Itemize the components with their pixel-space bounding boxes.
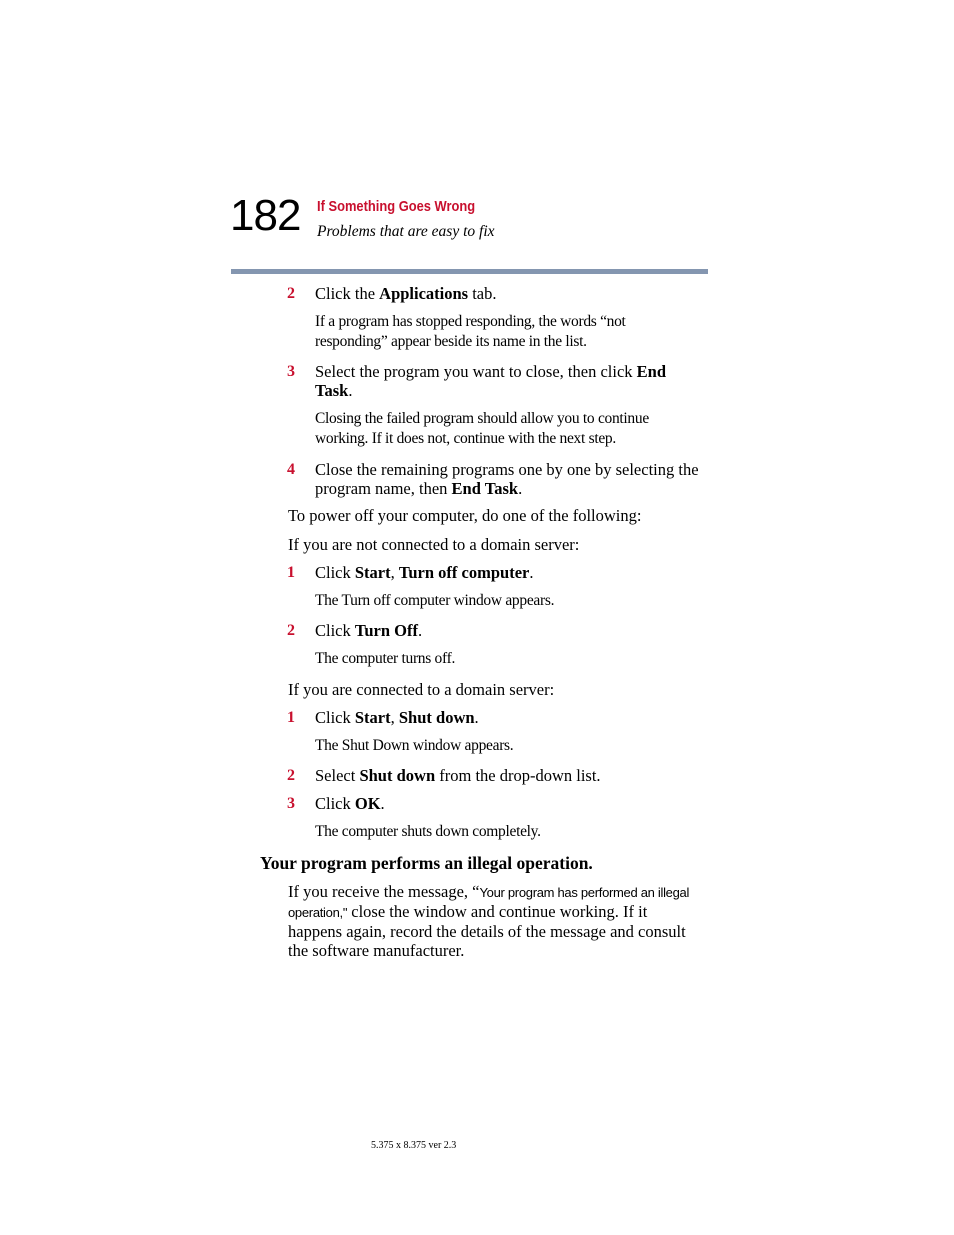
paragraph: If you are connected to a domain server:: [288, 680, 555, 699]
footer-text: 5.375 x 8.375 ver 2.3: [371, 1140, 457, 1151]
header-rule: [231, 269, 708, 274]
page-number: 182: [230, 191, 301, 240]
step-text: Click Start, Turn off computer.: [315, 563, 534, 582]
step-text: Click the Applications tab.: [315, 284, 497, 303]
paragraph: If you receive the message, “Your program has performed an illegal operation," close the window and continue working. If it happens again, record the details of the message and consult the software manufacturer.: [288, 882, 690, 960]
step-number: 4: [287, 461, 295, 478]
step-number: 2: [287, 622, 295, 639]
step-text: Click OK.: [315, 794, 385, 813]
section-title: Problems that are easy to fix: [317, 223, 495, 240]
step-note: The computer shuts down completely.: [315, 823, 541, 840]
step-number: 2: [287, 285, 295, 302]
chapter-title: If Something Goes Wrong: [317, 198, 476, 215]
error-message: Your program has performed an illegal operation,": [288, 885, 690, 920]
step-text: Click Start, Shut down.: [315, 708, 479, 727]
step-number: 1: [287, 564, 295, 581]
step-note: If a program has stopped responding, the words “not responding” appear beside its name in the list.: [315, 313, 626, 350]
paragraph: To power off your computer, do one of the following:: [288, 506, 642, 525]
step-text: Close the remaining programs one by one by selecting the program name, then End Task.: [315, 460, 699, 498]
step-text: Select the program you want to close, then click End Task.: [315, 362, 667, 400]
step-text: Select Shut down from the drop-down list.: [315, 766, 601, 785]
step-note: The Shut Down window appears.: [315, 737, 514, 754]
step-number: 2: [287, 767, 295, 784]
section-heading: Your program performs an illegal operation.: [260, 853, 593, 873]
step-number: 3: [287, 795, 295, 812]
step-number: 1: [287, 709, 295, 726]
step-note: The computer turns off.: [315, 650, 456, 667]
step-number: 3: [287, 363, 295, 380]
step-text: Click Turn Off.: [315, 621, 423, 640]
step-note: Closing the failed program should allow you to continue working. If it does not, continue with the next step.: [315, 410, 649, 447]
paragraph: If you are not connected to a domain server:: [288, 535, 580, 554]
step-note: The Turn off computer window appears.: [315, 592, 555, 609]
